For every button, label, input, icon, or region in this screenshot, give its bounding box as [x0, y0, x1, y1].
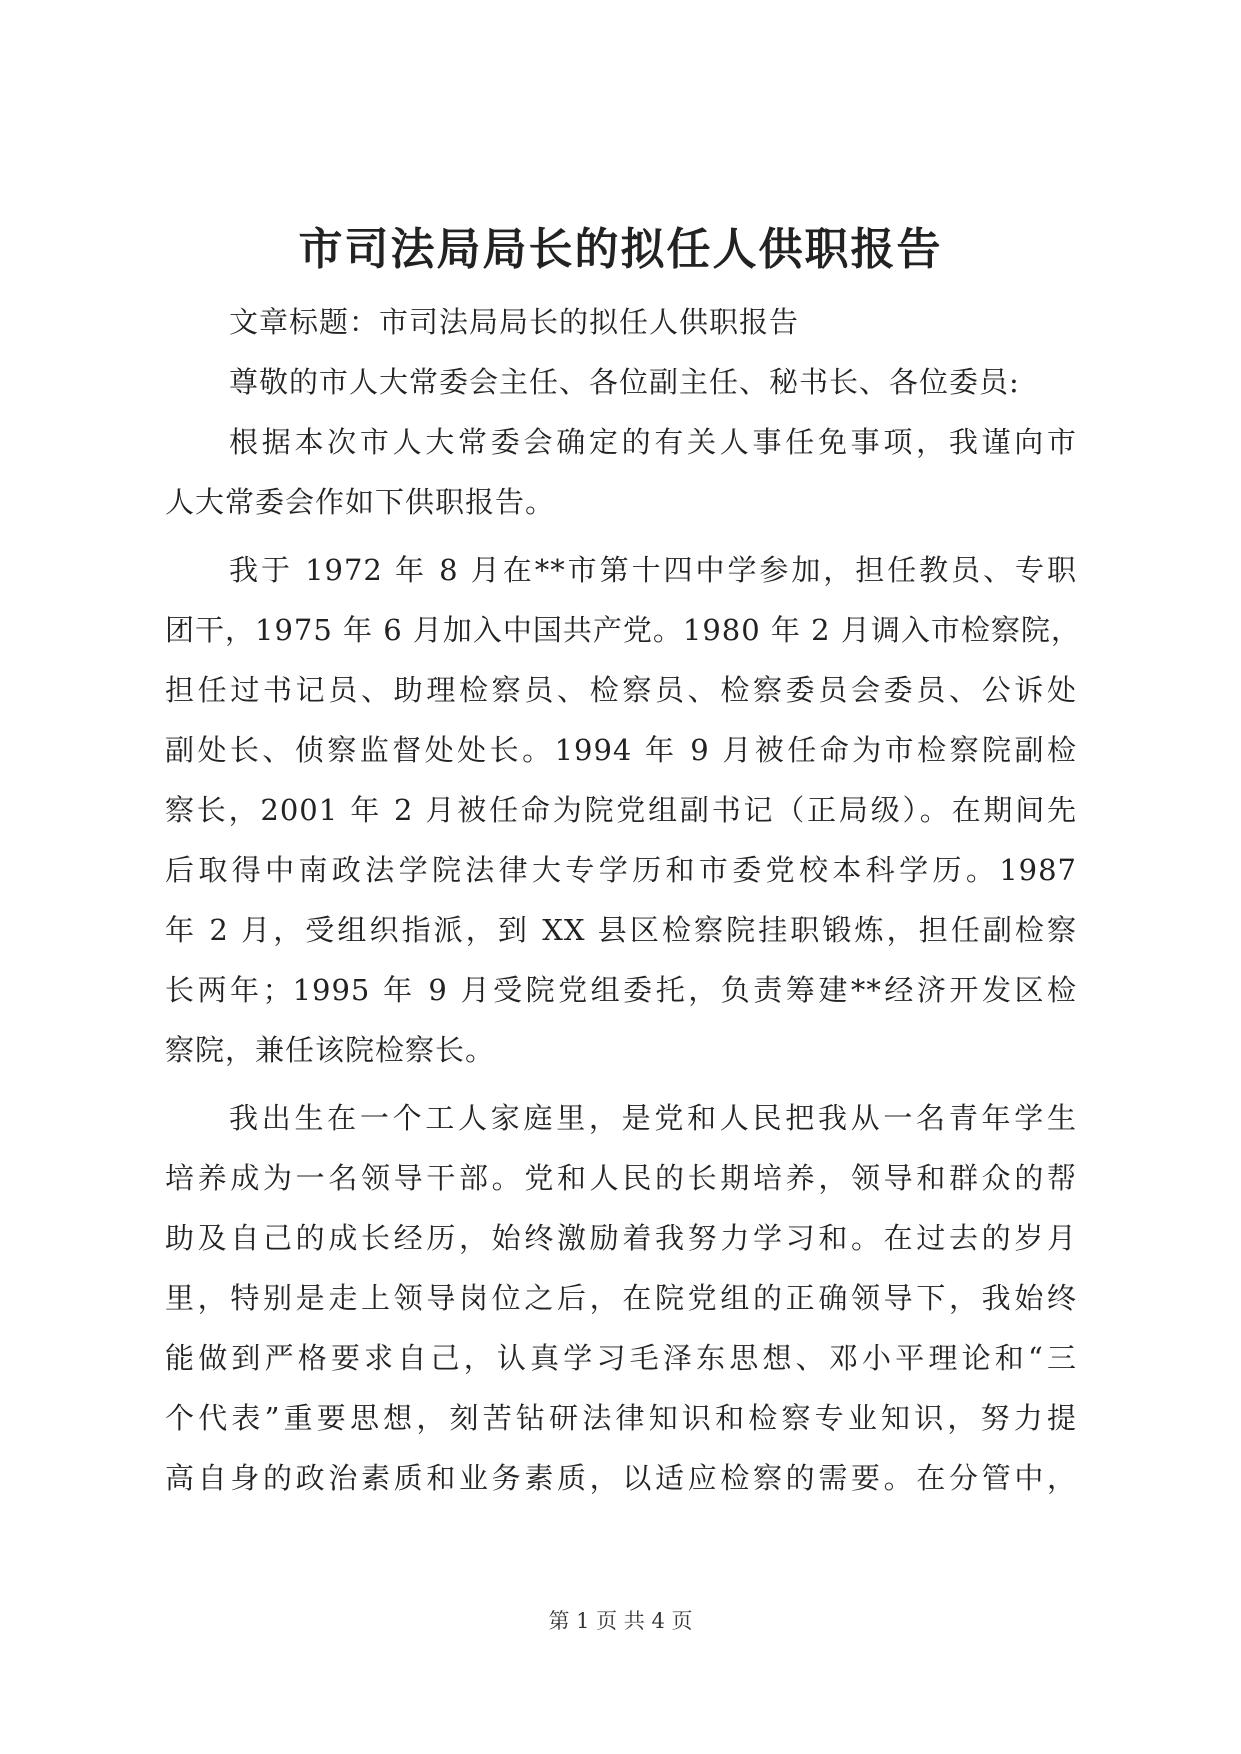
paragraph-line: 里，特别是走上领导岗位之后，在院党组的正确领导下，我始终 — [165, 1281, 1077, 1315]
paragraph-line: 察院，兼任该院检察长。 — [165, 1033, 496, 1067]
document-title: 市司法局局长的拟任人供职报告 — [298, 224, 943, 275]
article-title-line: 文章标题：市司法局局长的拟任人供职报告 — [229, 305, 800, 339]
paragraph-line: 察长，2001 年 2 月被任命为院党组副书记（正局级）。在期间先 — [165, 793, 1077, 827]
paragraph-line: 担任过书记员、助理检察员、检察员、检察委员会委员、公诉处 — [165, 673, 1077, 707]
paragraph-line: 长两年；1995 年 9 月受院党组委托，负责筹建**经济开发区检 — [165, 973, 1077, 1007]
document-body — [165, 292, 1081, 1508]
paragraph-line: 培养成为一名领导干部。党和人民的长期培养，领导和群众的帮 — [165, 1161, 1077, 1195]
paragraph-line: 年 2 月，受组织指派，到 XX 县区检察院挂职锻炼，担任副检察 — [165, 913, 1077, 947]
paragraph-line: 后取得中南政法学院法律大专学历和市委党校本科学历。1987 — [165, 853, 1077, 887]
paragraph-line: 助及自己的成长经历，始终激励着我努力学习和。在过去的岁月 — [165, 1221, 1077, 1255]
paragraph-line: 我于 1972 年 8 月在**市第十四中学参加，担任教员、专职 — [229, 553, 1077, 587]
paragraph-line: 根据本次市人大常委会确定的有关人事任免事项，我谨向市 — [229, 425, 1077, 459]
paragraph-line: 团干，1975 年 6 月加入中国共产党。1980 年 2 月调入市检察院， — [165, 613, 1081, 647]
paragraph-intro — [165, 412, 1077, 532]
paragraph-line: 能做到严格要求自己，认真学习毛泽东思想、邓小平理论和“三 — [165, 1341, 1077, 1375]
paragraph-line: 个代表”重要思想，刻苦钻研法律知识和检察专业知识，努力提 — [165, 1401, 1077, 1435]
page-footer: 第 1 页 共 4 页 — [548, 1609, 693, 1633]
paragraph-line: 我出生在一个工人家庭里，是党和人民把我从一名青年学生 — [229, 1101, 1077, 1135]
paragraph-salutation — [165, 352, 1077, 412]
paragraph-career — [165, 540, 1081, 1080]
paragraph-background — [165, 1088, 1077, 1508]
paragraph-line: 人大常委会作如下供职报告。 — [165, 485, 556, 519]
paragraph-line: 尊敬的市人大常委会主任、各位副主任、秘书长、各位委员: — [229, 365, 1020, 399]
paragraph-line: 高自身的政治素质和业务素质，以适应检察的需要。在分管中， — [165, 1461, 1077, 1495]
paragraph-line: 副处长、侦察监督处处长。1994 年 9 月被任命为市检察院副检 — [165, 733, 1077, 767]
